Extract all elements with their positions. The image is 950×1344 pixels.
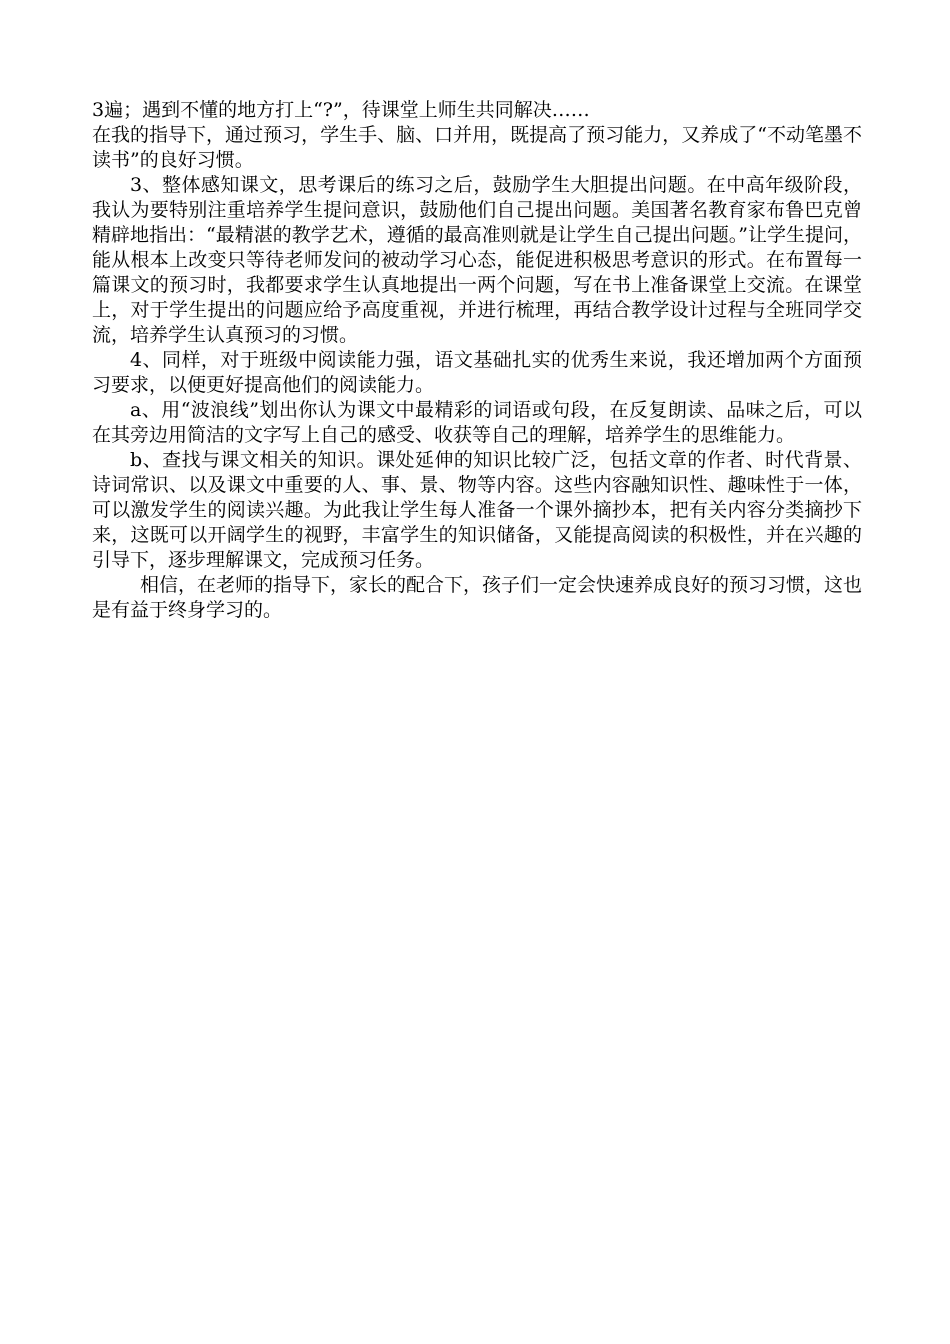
paragraph-point-4: 4、同样，对于班级中阅读能力强，语文基础扎实的优秀生来说，我还增加两个方面预习要求，以便更好提高他们的阅读能力。 xyxy=(92,349,862,396)
paragraph-point-3: 3、整体感知课文，思考课后的练习之后，鼓励学生大胆提出问题。在中高年级阶段，我认为要特别注重培养学生提问意识，鼓励他们自己提出问题。美国著名教育家布鲁巴克曾精辟地指出：“最精湛的教学艺术，遵循的最高准则就是让学生自己提出问题。”让学生提问，能从根本上改变只等待老师发问的被动学习心态，能促进积极思考意识的形式。在布置每一篇课文的预习时，我都要求学生认真地提出一两个问题，写在书上准备课堂上交流。在课堂上，对于学生提出的问题应给予高度重视，并进行梳理，再结合教学设计过程与全班同学交流，培养学生认真预习的习惯。 xyxy=(92,174,862,346)
paragraph-conclusion: 相信，在老师的指导下，家长的配合下，孩子们一定会快速养成良好的预习习惯，这也是有益于终身学习的。 xyxy=(92,574,863,621)
paragraph-point-a: a、用“波浪线”划出你认为课文中最精彩的词语或句段，在反复朗读、品味之后，可以在其旁边用简洁的文字写上自己的感受、收获等自己的理解，培养学生的思维能力。 xyxy=(92,399,862,446)
paragraph-point-b: b、查找与课文相关的知识。课处延伸的知识比较广泛，包括文章的作者、时代背景、诗词常识、以及课文中重要的人、事、景、物等内容。这些内容融知识性、趣味性于一体，可以激发学生的阅读兴趣。为此我让学生每人准备一个课外摘抄本，把有关内容分类摘抄下来，这既可以开阔学生的视野，丰富学生的知识储备，又能提高阅读的积极性，并在兴趣的引导下，逐步理解课文，完成预习任务。 xyxy=(92,449,862,571)
paragraph-continuation: 3遍；遇到不懂的地方打上“?”，待课堂上师生共同解决…… xyxy=(92,99,590,121)
document-page xyxy=(92,98,862,623)
paragraph-guidance: 在我的指导下，通过预习，学生手、脑、口并用，既提高了预习能力，又养成了“不动笔墨不读书”的良好习惯。 xyxy=(92,124,862,171)
